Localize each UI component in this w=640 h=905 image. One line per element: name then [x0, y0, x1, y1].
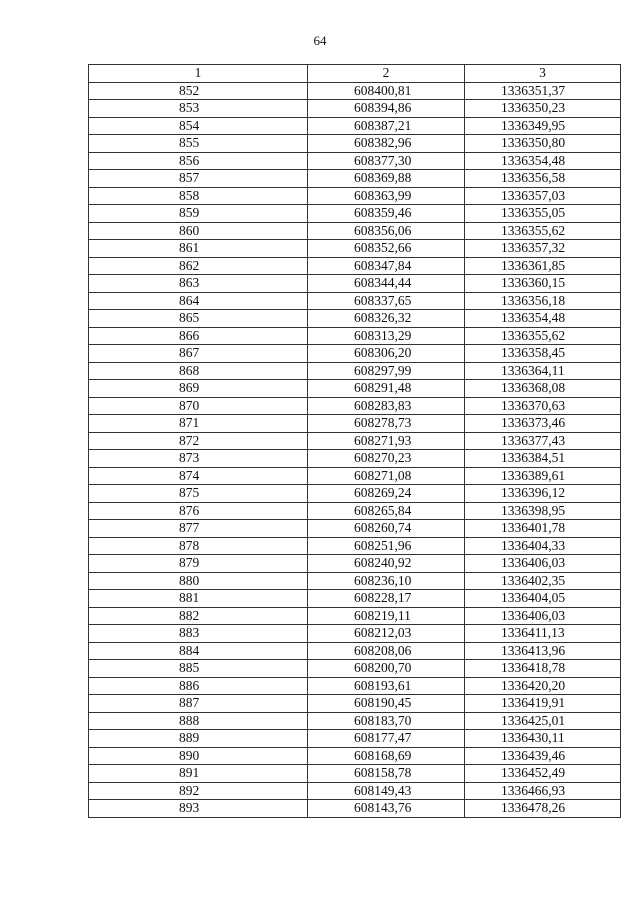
point-number-cell: 876 [89, 502, 308, 520]
x-coordinate-cell: 608251,96 [308, 537, 465, 555]
point-number-cell: 891 [89, 765, 308, 783]
y-coordinate-cell: 1336413,96 [465, 642, 621, 660]
x-coordinate-cell: 608183,70 [308, 712, 465, 730]
y-coordinate-cell: 1336418,78 [465, 660, 621, 678]
table-row [89, 257, 621, 275]
x-coordinate-cell: 608400,81 [308, 82, 465, 100]
x-coordinate-cell: 608228,17 [308, 590, 465, 608]
table-row [89, 520, 621, 538]
point-number-cell: 858 [89, 187, 308, 205]
table-row [89, 660, 621, 678]
x-coordinate-cell: 608212,03 [308, 625, 465, 643]
y-coordinate-cell: 1336373,46 [465, 415, 621, 433]
x-coordinate-cell: 608283,83 [308, 397, 465, 415]
x-coordinate-cell: 608143,76 [308, 800, 465, 818]
table-row [89, 747, 621, 765]
x-coordinate-cell: 608190,45 [308, 695, 465, 713]
table-row [89, 502, 621, 520]
x-coordinate-cell: 608260,74 [308, 520, 465, 538]
point-number-cell: 856 [89, 152, 308, 170]
y-coordinate-cell: 1336377,43 [465, 432, 621, 450]
table-row [89, 222, 621, 240]
table-row [89, 100, 621, 118]
table-row [89, 432, 621, 450]
point-number-cell: 883 [89, 625, 308, 643]
y-coordinate-cell: 1336351,37 [465, 82, 621, 100]
table-row [89, 380, 621, 398]
x-coordinate-cell: 608291,48 [308, 380, 465, 398]
x-coordinate-cell: 608168,69 [308, 747, 465, 765]
x-coordinate-cell: 608208,06 [308, 642, 465, 660]
point-number-cell: 857 [89, 170, 308, 188]
y-coordinate-cell: 1336411,13 [465, 625, 621, 643]
table-row [89, 625, 621, 643]
point-number-cell: 892 [89, 782, 308, 800]
y-coordinate-cell: 1336361,85 [465, 257, 621, 275]
x-coordinate-cell: 608219,11 [308, 607, 465, 625]
y-coordinate-cell: 1336349,95 [465, 117, 621, 135]
point-number-cell: 853 [89, 100, 308, 118]
table-row [89, 572, 621, 590]
x-coordinate-cell: 608382,96 [308, 135, 465, 153]
x-coordinate-cell: 608347,84 [308, 257, 465, 275]
table-row [89, 537, 621, 555]
point-number-cell: 861 [89, 240, 308, 258]
y-coordinate-cell: 1336356,58 [465, 170, 621, 188]
point-number-cell: 868 [89, 362, 308, 380]
x-coordinate-cell: 608265,84 [308, 502, 465, 520]
point-number-cell: 877 [89, 520, 308, 538]
point-number-cell: 893 [89, 800, 308, 818]
y-coordinate-cell: 1336398,95 [465, 502, 621, 520]
x-coordinate-cell: 608369,88 [308, 170, 465, 188]
x-coordinate-cell: 608326,32 [308, 310, 465, 328]
point-number-cell: 874 [89, 467, 308, 485]
y-coordinate-cell: 1336430,11 [465, 730, 621, 748]
y-coordinate-cell: 1336350,23 [465, 100, 621, 118]
point-number-cell: 886 [89, 677, 308, 695]
y-coordinate-cell: 1336354,48 [465, 310, 621, 328]
point-number-cell: 852 [89, 82, 308, 100]
y-coordinate-cell: 1336360,15 [465, 275, 621, 293]
y-coordinate-cell: 1336354,48 [465, 152, 621, 170]
point-number-cell: 872 [89, 432, 308, 450]
y-coordinate-cell: 1336370,63 [465, 397, 621, 415]
table-row [89, 345, 621, 363]
point-number-cell: 863 [89, 275, 308, 293]
point-number-cell: 865 [89, 310, 308, 328]
y-coordinate-cell: 1336402,35 [465, 572, 621, 590]
y-coordinate-cell: 1336420,20 [465, 677, 621, 695]
table-row [89, 170, 621, 188]
table-row [89, 677, 621, 695]
point-number-cell: 864 [89, 292, 308, 310]
table-row [89, 765, 621, 783]
table-row [89, 607, 621, 625]
table-row [89, 240, 621, 258]
table-row [89, 590, 621, 608]
x-coordinate-cell: 608158,78 [308, 765, 465, 783]
table-row [89, 117, 621, 135]
x-coordinate-cell: 608313,29 [308, 327, 465, 345]
x-coordinate-cell: 608306,20 [308, 345, 465, 363]
y-coordinate-cell: 1336404,05 [465, 590, 621, 608]
x-coordinate-cell: 608377,30 [308, 152, 465, 170]
column-header-1: 1 [89, 65, 308, 83]
y-coordinate-cell: 1336357,32 [465, 240, 621, 258]
y-coordinate-cell: 1336389,61 [465, 467, 621, 485]
y-coordinate-cell: 1336406,03 [465, 555, 621, 573]
point-number-cell: 881 [89, 590, 308, 608]
y-coordinate-cell: 1336357,03 [465, 187, 621, 205]
y-coordinate-cell: 1336396,12 [465, 485, 621, 503]
table-row [89, 135, 621, 153]
table-row [89, 292, 621, 310]
point-number-cell: 889 [89, 730, 308, 748]
column-header-3: 3 [465, 65, 621, 83]
x-coordinate-cell: 608193,61 [308, 677, 465, 695]
table-row [89, 82, 621, 100]
point-number-cell: 887 [89, 695, 308, 713]
table-row [89, 397, 621, 415]
y-coordinate-cell: 1336401,78 [465, 520, 621, 538]
column-header-2: 2 [308, 65, 465, 83]
point-number-cell: 855 [89, 135, 308, 153]
y-coordinate-cell: 1336419,91 [465, 695, 621, 713]
point-number-cell: 859 [89, 205, 308, 223]
y-coordinate-cell: 1336358,45 [465, 345, 621, 363]
x-coordinate-cell: 608269,24 [308, 485, 465, 503]
point-number-cell: 854 [89, 117, 308, 135]
x-coordinate-cell: 608271,08 [308, 467, 465, 485]
table-row [89, 695, 621, 713]
x-coordinate-cell: 608177,47 [308, 730, 465, 748]
point-number-cell: 873 [89, 450, 308, 468]
point-number-cell: 885 [89, 660, 308, 678]
table-row [89, 152, 621, 170]
point-number-cell: 862 [89, 257, 308, 275]
point-number-cell: 870 [89, 397, 308, 415]
table-row [89, 362, 621, 380]
y-coordinate-cell: 1336478,26 [465, 800, 621, 818]
table-row [89, 415, 621, 433]
table-body [89, 82, 621, 817]
x-coordinate-cell: 608271,93 [308, 432, 465, 450]
x-coordinate-cell: 608270,23 [308, 450, 465, 468]
table-row [89, 485, 621, 503]
table-row [89, 187, 621, 205]
point-number-cell: 869 [89, 380, 308, 398]
table-header-row [89, 65, 621, 83]
x-coordinate-cell: 608297,99 [308, 362, 465, 380]
y-coordinate-cell: 1336368,08 [465, 380, 621, 398]
y-coordinate-cell: 1336466,93 [465, 782, 621, 800]
point-number-cell: 867 [89, 345, 308, 363]
coordinates-table [88, 64, 621, 818]
point-number-cell: 888 [89, 712, 308, 730]
x-coordinate-cell: 608344,44 [308, 275, 465, 293]
table-row [89, 782, 621, 800]
table-row [89, 712, 621, 730]
y-coordinate-cell: 1336439,46 [465, 747, 621, 765]
table-row [89, 467, 621, 485]
point-number-cell: 871 [89, 415, 308, 433]
y-coordinate-cell: 1336355,05 [465, 205, 621, 223]
table-row [89, 205, 621, 223]
table-row [89, 642, 621, 660]
y-coordinate-cell: 1336404,33 [465, 537, 621, 555]
y-coordinate-cell: 1336425,01 [465, 712, 621, 730]
y-coordinate-cell: 1336452,49 [465, 765, 621, 783]
y-coordinate-cell: 1336350,80 [465, 135, 621, 153]
y-coordinate-cell: 1336356,18 [465, 292, 621, 310]
point-number-cell: 884 [89, 642, 308, 660]
y-coordinate-cell: 1336406,03 [465, 607, 621, 625]
table-row [89, 327, 621, 345]
point-number-cell: 866 [89, 327, 308, 345]
table-row [89, 275, 621, 293]
x-coordinate-cell: 608352,66 [308, 240, 465, 258]
x-coordinate-cell: 608149,43 [308, 782, 465, 800]
point-number-cell: 880 [89, 572, 308, 590]
table-row [89, 450, 621, 468]
x-coordinate-cell: 608356,06 [308, 222, 465, 240]
point-number-cell: 860 [89, 222, 308, 240]
x-coordinate-cell: 608278,73 [308, 415, 465, 433]
table-row [89, 730, 621, 748]
x-coordinate-cell: 608337,65 [308, 292, 465, 310]
x-coordinate-cell: 608394,86 [308, 100, 465, 118]
y-coordinate-cell: 1336355,62 [465, 222, 621, 240]
point-number-cell: 879 [89, 555, 308, 573]
page-number: 64 [313, 33, 327, 48]
x-coordinate-cell: 608200,70 [308, 660, 465, 678]
y-coordinate-cell: 1336355,62 [465, 327, 621, 345]
point-number-cell: 878 [89, 537, 308, 555]
table-row [89, 800, 621, 818]
point-number-cell: 890 [89, 747, 308, 765]
y-coordinate-cell: 1336384,51 [465, 450, 621, 468]
x-coordinate-cell: 608240,92 [308, 555, 465, 573]
x-coordinate-cell: 608236,10 [308, 572, 465, 590]
table-row [89, 310, 621, 328]
point-number-cell: 882 [89, 607, 308, 625]
x-coordinate-cell: 608359,46 [308, 205, 465, 223]
x-coordinate-cell: 608363,99 [308, 187, 465, 205]
x-coordinate-cell: 608387,21 [308, 117, 465, 135]
table-row [89, 555, 621, 573]
y-coordinate-cell: 1336364,11 [465, 362, 621, 380]
point-number-cell: 875 [89, 485, 308, 503]
